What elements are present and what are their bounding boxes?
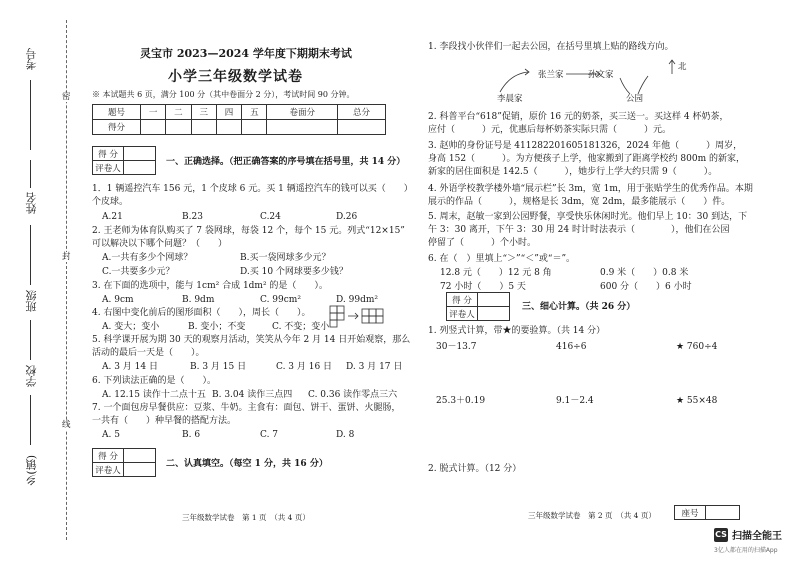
question-text: 7. 一个面包房早餐供应：豆浆、牛奶。主食有：面包、饼干、蛋饼、火腿肠，: [92, 403, 401, 413]
option[interactable]: A. 9cm: [102, 295, 134, 305]
map-label-li: 李晨家: [497, 94, 523, 104]
score-input-cell[interactable]: [191, 120, 216, 135]
question-text: 2. 科普平台“618”促销，原价 16 元的奶茶，买三送一。买这样 4 杯奶茶，: [428, 112, 729, 122]
option[interactable]: C. 99cm²: [260, 295, 301, 305]
grader-box-label: 评卷人: [93, 161, 124, 175]
score-input-cell[interactable]: [216, 120, 241, 135]
binding-line: [30, 225, 31, 285]
question-text: 2. 王老师为体育队购买了 7 袋网球，每袋 12 个，每个 15 元。列式“12×15”: [92, 226, 405, 236]
section1-heading: 一、正确选择。（把正确答案的序号填在括号里，共 14 分）: [166, 157, 406, 167]
grader-box: [92, 448, 156, 477]
shape-figure-icon: [328, 304, 388, 328]
score-input-cell[interactable]: [267, 120, 338, 135]
option[interactable]: C.24: [260, 212, 281, 222]
option[interactable]: A. 12.15 读作十二点十五: [102, 390, 206, 400]
exam-title: 灵宝市 2023—2024 学年度下期期末考试: [140, 47, 352, 60]
grader-box-input[interactable]: [124, 147, 156, 161]
seal-feng: 封: [62, 252, 71, 262]
binding-xingming: 姓名: [25, 192, 38, 214]
question-text: 5. 周末，赵敏一家到公园野餐，享受快乐休闲时光。他们早上 10：30 到达，下: [428, 212, 748, 222]
option[interactable]: C.一共要多少元？: [102, 267, 175, 277]
calc-item[interactable]: ★ 55×48: [676, 396, 718, 406]
calc-item[interactable]: ★ 760÷4: [676, 342, 718, 352]
score-table-cell: 总分: [338, 105, 386, 120]
calc-item[interactable]: 25.3＋0.19: [436, 396, 486, 406]
page-footer: 三年级数学试卷 第 1 页 （共 4 页）: [182, 513, 310, 522]
binding-xuexiao: 学校: [25, 365, 38, 387]
score-table-cell: 四: [216, 105, 241, 120]
score-input-cell[interactable]: [338, 120, 386, 135]
scanner-logo-icon: CS: [714, 528, 728, 542]
grader-box-label: 得 分: [93, 147, 124, 161]
scanner-name: 扫描全能王: [732, 531, 782, 542]
page-footer: 三年级数学试卷 第 2 页 （共 4 页）: [528, 511, 656, 520]
calc-heading: 2. 脱式计算。（12 分）: [428, 464, 522, 474]
grader-box-label: 得 分: [93, 449, 124, 463]
scanner-tagline: 3亿人都在用的扫描App: [714, 547, 778, 554]
binding-banji: 班级: [25, 290, 38, 312]
question-text: 4. 外语学校教学楼外墙“展示栏”长 3m，宽 1m，用于张贴学生的优秀作品。本期: [428, 184, 753, 194]
map-label-sun: 孙文家: [588, 70, 614, 80]
option[interactable]: B.23: [182, 212, 203, 222]
compare-item[interactable]: 12.8 元（ ）12 元 8 角: [440, 268, 552, 278]
question-text: 6. 下列读法正确的是（ ）。: [92, 376, 216, 386]
option[interactable]: A.21: [102, 212, 123, 222]
option[interactable]: D. 8: [336, 430, 355, 440]
compare-item[interactable]: 0.9 米（ ）0.8 米: [600, 268, 689, 278]
score-input-cell[interactable]: [140, 120, 165, 135]
calc-item[interactable]: 416÷6: [556, 342, 587, 352]
question-text: 新家的居住面积是 142.5（ ），她步行上学大约只需 9（ ）。: [428, 167, 718, 177]
seal-xian: 线: [62, 420, 71, 430]
question-text: 身高 152（ ）。为方便孩子上学，他家搬到了距离学校约 800m 的新家，: [428, 154, 745, 164]
binding-line: [30, 160, 31, 188]
binding-line: [30, 395, 31, 445]
grader-box: [92, 146, 156, 175]
question-text: 6. 在（ ）里填上“＞”“＜”或“＝”。: [428, 254, 576, 264]
score-table-cell: 五: [242, 105, 267, 120]
option[interactable]: C. 不变；变小: [272, 322, 330, 332]
option[interactable]: C. 0.36 读作零点三六: [308, 390, 398, 400]
grader-box-label: 评卷人: [93, 463, 124, 477]
map-label-zhang: 张兰家: [538, 70, 564, 80]
calc-item[interactable]: 30－13.7: [436, 342, 477, 352]
compare-item[interactable]: 72 小时（ ）5 天: [440, 282, 526, 292]
question-text: 停留了（ ）个小时。: [428, 238, 537, 248]
score-table-cell: 卷面分: [267, 105, 338, 120]
seat-label: 座号: [675, 506, 706, 520]
option[interactable]: B. 3.04 读作三点四: [212, 390, 293, 400]
option[interactable]: B. 3 月 15 日: [190, 362, 247, 372]
score-table-cell: 题号: [93, 105, 141, 120]
seat-input[interactable]: [706, 506, 740, 520]
question-text: 个皮球。: [92, 197, 129, 207]
question-text: 活动的最后一天是（ ）。: [92, 348, 205, 358]
section3-heading: 三、细心计算。（共 26 分）: [522, 302, 636, 312]
option[interactable]: A. 变大；变小: [102, 322, 160, 332]
score-input-cell[interactable]: [166, 120, 191, 135]
section2-heading: 二、认真填空。（每空 1 分，共 16 分）: [166, 459, 328, 469]
question-text: 应付（ ）元，优惠后每杯奶茶实际只需（ ）元。: [428, 125, 672, 135]
score-input-cell[interactable]: [242, 120, 267, 135]
seal-mi: 密: [62, 92, 71, 102]
question-text: 4. 右图中变化前后的图形面积（ ），周长（ ）。: [92, 308, 311, 318]
grader-box-input[interactable]: [478, 293, 510, 307]
score-table-cell: 一: [140, 105, 165, 120]
grader-box-input[interactable]: [124, 449, 156, 463]
question-text: 可以解决以下哪个问题？（ ）: [92, 239, 228, 249]
option[interactable]: D.26: [336, 212, 358, 222]
score-table-label: 得分: [93, 120, 141, 135]
question-text: 午 3：30 离开，下午 3：30 用 24 时计时法表示（ ），他们在公园: [428, 225, 730, 235]
option[interactable]: B. 变小；不变: [188, 322, 246, 332]
grader-box-label: 评卷人: [447, 307, 478, 321]
question-text: 5. 科学课开展为期 30 天的观察月活动，笑笑从今年 2 月 14 日开始观察，那么: [92, 335, 411, 345]
binding-xiangzhen: 乡(镇): [25, 455, 38, 486]
question-text: 3. 赵帅的身份证号是 411282201605181326，2024 年他（ ）周岁，: [428, 141, 743, 151]
option[interactable]: A. 5: [102, 430, 120, 440]
map-label-park: 公园: [626, 94, 644, 104]
grader-box-label: 得 分: [447, 293, 478, 307]
question-text: 3. 在下面的选项中，能与 1cm² 合成 1dm² 的是（ ）。: [92, 281, 328, 291]
exam-subtitle: 小学三年级数学试卷: [168, 69, 303, 85]
question-text: 展示的作品（ ），规格是长 3dm，宽 2dm，最多能展示（ ）件。: [428, 197, 731, 207]
option[interactable]: C. 7: [260, 430, 279, 440]
map-label-north: 北: [678, 62, 687, 72]
seat-box: [674, 505, 740, 520]
option[interactable]: A.一共有多少个网球？: [102, 253, 193, 263]
option[interactable]: B. 9dm: [182, 295, 215, 305]
grader-box-input[interactable]: [478, 307, 510, 321]
score-table-cell: 二: [166, 105, 191, 120]
grader-box-input[interactable]: [124, 463, 156, 477]
score-table: [92, 104, 386, 135]
option[interactable]: B.买一袋网球多少元？: [240, 253, 331, 263]
binding-kaohao: 考号: [25, 48, 38, 70]
score-table-cell: 三: [191, 105, 216, 120]
option[interactable]: A. 3 月 14 日: [102, 362, 158, 372]
option[interactable]: D. 3 月 17 日: [346, 362, 403, 372]
question-text: 一共有（ ）种早餐的搭配方法。: [92, 416, 237, 426]
option[interactable]: D.买 10 个网球要多少钱？: [240, 267, 348, 277]
option[interactable]: C. 3 月 16 日: [276, 362, 333, 372]
question-text: 1. 李段找小伙伴们一起去公园，在括号里填上贴的路线方向。: [428, 42, 674, 52]
exam-note: ※ 本试题共 6 页，满分 100 分（其中卷面分 2 分），考试时间 90 分钟。: [92, 90, 355, 99]
compare-item[interactable]: 600 分（ ）6 小时: [600, 282, 692, 292]
calc-item[interactable]: 9.1－2.4: [556, 396, 594, 406]
option[interactable]: D. 99dm²: [336, 295, 378, 305]
question-text: 1．1 辆遥控汽车 156 元，1 个皮球 6 元。买 1 辆遥控汽车的钱可以买（ ）: [92, 184, 413, 194]
binding-line: [30, 320, 31, 360]
grader-box: [446, 292, 510, 321]
option[interactable]: B. 6: [182, 430, 201, 440]
calc-heading: 1. 列竖式计算，带★的要验算。（共 14 分）: [428, 326, 606, 336]
binding-line: [30, 80, 31, 150]
grader-box-input[interactable]: [124, 161, 156, 175]
